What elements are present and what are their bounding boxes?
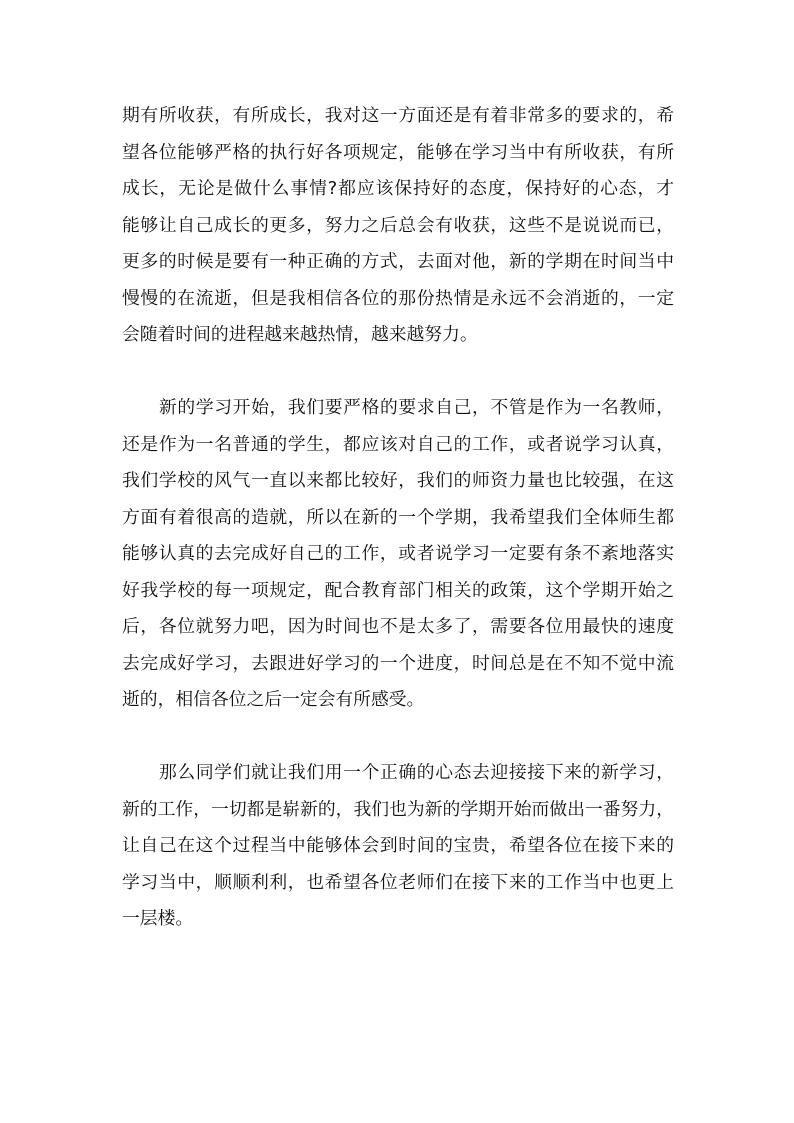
text-line: 一层楼。: [122, 908, 194, 929]
text-line: 后，各位就努力吧，因为时间也不是太多了，需要各位用最快的速度: [122, 616, 674, 637]
text-line: 新的工作，一切都是崭新的，我们也为新的学期开始而做出一番努力，: [122, 798, 674, 820]
text-line: 学习当中，顺顺利利，也希望各位老师们在接下来的工作当中也更上: [122, 871, 674, 893]
text-line: 能够让自己成长的更多，努力之后总会有收获，这些不是说说而已，: [122, 214, 674, 236]
paragraph-3: [122, 755, 674, 938]
paragraph-2: [122, 390, 674, 719]
text-line: 望各位能够严格的执行好各项规定，能够在学习当中有所收获，有所: [122, 141, 674, 163]
text-line: 还是作为一名普通的学生，都应该对自己的工作，或者说学习认真，: [122, 433, 674, 455]
text-line: 方面有着很高的造就，所以在新的一个学期，我希望我们全体师生都: [122, 506, 674, 528]
text-line: 那么同学们就让我们用一个正确的心态去迎接接下来的新学习，: [159, 762, 674, 783]
paragraph-1: [122, 98, 674, 354]
paragraph-spacer: [122, 719, 674, 756]
text-line: 慢慢的在流逝，但是我相信各位的那份热情是永远不会消逝的，一定: [122, 287, 674, 309]
text-line: 去完成好学习，去跟进好学习的一个进度，时间总是在不知不觉中流: [122, 652, 674, 674]
text-line: 逝的，相信各位之后一定会有所感受。: [122, 689, 425, 710]
text-line: 成长，无论是做什么事情?都应该保持好的态度，保持好的心态，才: [122, 178, 674, 199]
text-line: 更多的时候是要有一种正确的方式，去面对他，新的学期在时间当中: [122, 251, 674, 272]
text-line: 新的学习开始，我们要严格的要求自己，不管是作为一名教师，: [159, 397, 674, 418]
text-line: 让自己在这个过程当中能够体会到时间的宝贵，希望各位在接下来的: [122, 835, 674, 856]
text-line: 好我学校的每一项规定，配合教育部门相关的政策，这个学期开始之: [122, 579, 674, 601]
paragraph-spacer: [122, 354, 674, 391]
text-line: 能够认真的去完成好自己的工作，或者说学习一定要有条不紊地落实: [122, 543, 674, 564]
text-line: 会随着时间的进程越来越热情，越来越努力。: [122, 324, 478, 345]
text-line: 期有所收获，有所成长，我对这一方面还是有着非常多的要求的，希: [122, 105, 674, 126]
text-line: 我们学校的风气一直以来都比较好，我们的师资力量也比较强，在这: [122, 470, 674, 491]
document-body: [122, 98, 674, 938]
